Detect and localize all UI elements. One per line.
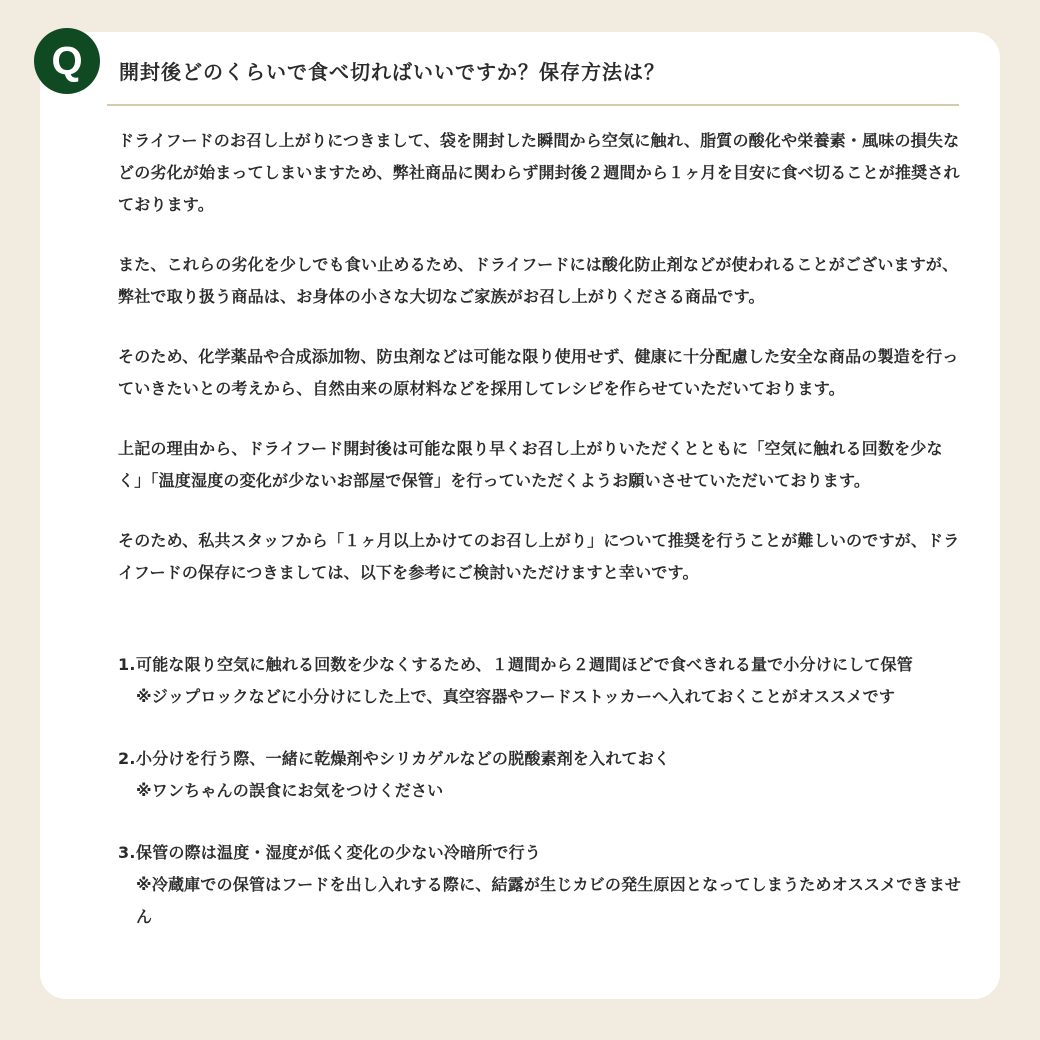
question-badge: Q	[34, 28, 100, 94]
answer-paragraph: そのため、私共スタッフから「１ヶ月以上かけてのお召し上がり」について推奨を行うことが難しいのですが、ドライフードの保存につきましては、以下を参考にご検討いただけますと幸いです。	[118, 531, 960, 582]
list-item-note: ※ジップロックなどに小分けにした上で、真空容器やフードストッカーへ入れておくことがオススメです	[136, 687, 896, 706]
list-item-text: 保管の際は温度・湿度が低く変化の少ない冷暗所で行う	[136, 843, 542, 862]
list-item-number: 3.	[118, 843, 136, 862]
heading-divider	[107, 104, 959, 106]
list-item	[118, 743, 966, 807]
answer-paragraph: また、これらの劣化を少しでも食い止めるため、ドライフードには酸化防止剤などが使われることがございますが、弊社で取り扱う商品は、お身体の小さな大切なご家族がお召し上がりくださる商品です。	[118, 255, 959, 306]
list-item-text: 可能な限り空気に触れる回数を少なくするため、１週間から２週間ほどで食べきれる量で小分けにして保管	[136, 655, 913, 674]
answer-paragraph: ドライフードのお召し上がりにつきまして、袋を開封した瞬間から空気に触れ、脂質の酸化や栄養素・風味の損失などの劣化が始まってしまいますため、弊社商品に関わらず開封後２週間から１ヶ月を目安に食べ切ることが推奨されております。	[118, 131, 960, 214]
answer-paragraph: 上記の理由から、ドライフード開封後は可能な限り早くお召し上がりいただくとともに「空気に触れる回数を少なく」「温度湿度の変化が少ないお部屋で保管」を行っていただくようお願いさせていただいております。	[118, 439, 943, 490]
answer-body	[118, 125, 966, 933]
list-item-note: ※ワンちゃんの誤食にお気をつけください	[136, 781, 444, 800]
list-item	[118, 837, 966, 933]
list-item-note: ※冷蔵庫での保管はフードを出し入れする際に、結露が生じカビの発生原因となってしまうためオススメできません	[136, 875, 962, 926]
list-item-text: 小分けを行う際、一緒に乾燥剤やシリカゲルなどの脱酸素剤を入れておく	[136, 749, 671, 768]
storage-tips-list	[118, 649, 966, 933]
list-item-number: 2.	[118, 749, 136, 768]
list-item-number: 1.	[118, 655, 136, 674]
question-heading: 開封後どのくらいで食べ切ればいいですか？保存方法は？	[119, 60, 665, 84]
answer-paragraph: そのため、化学薬品や合成添加物、防虫剤などは可能な限り使用せず、健康に十分配慮した安全な商品の製造を行っていきたいとの考えから、自然由来の原材料などを採用してレシピを作らせていただいております。	[118, 347, 959, 398]
list-item	[118, 649, 966, 713]
